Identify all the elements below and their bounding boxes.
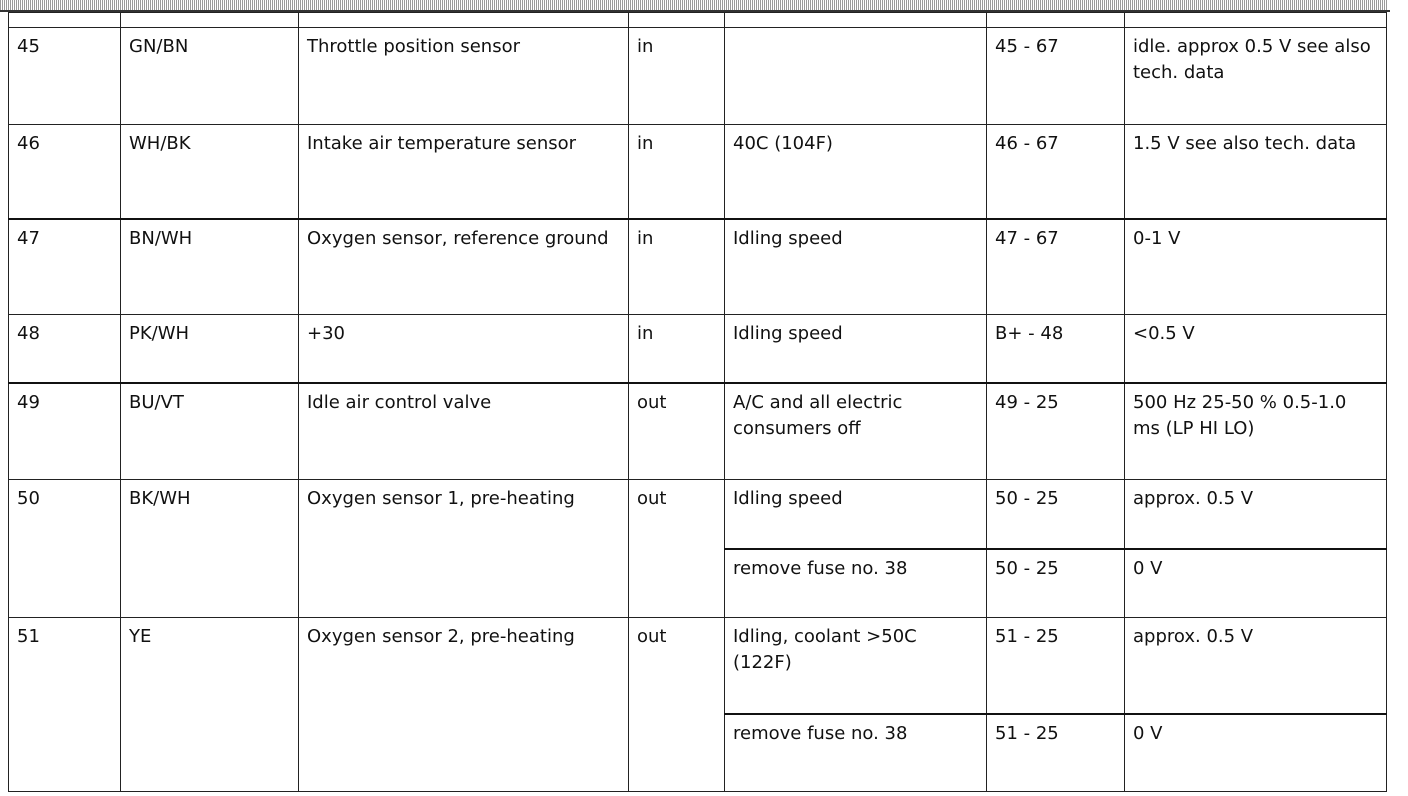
value-cell: 1.5 V see also tech. data xyxy=(1125,125,1387,220)
terminals-cell: 49 - 25 xyxy=(987,383,1125,480)
component-cell: Oxygen sensor, reference ground xyxy=(299,219,629,315)
table-row xyxy=(9,383,1387,480)
direction-cell: in xyxy=(629,28,725,125)
value-cell: approx. 0.5 V xyxy=(1125,618,1387,715)
header-cell xyxy=(725,13,987,28)
condition-cell: remove fuse no. 38 xyxy=(725,714,987,792)
pin-cell: 46 xyxy=(9,125,121,220)
component-cell: +30 xyxy=(299,315,629,384)
direction-cell: in xyxy=(629,315,725,384)
table-header-row xyxy=(9,13,1387,28)
direction-cell: out xyxy=(629,618,725,792)
direction-cell: in xyxy=(629,125,725,220)
table-row xyxy=(9,618,1387,715)
pin-cell: 45 xyxy=(9,28,121,125)
value-cell: <0.5 V xyxy=(1125,315,1387,384)
terminals-cell: 46 - 67 xyxy=(987,125,1125,220)
direction-cell: out xyxy=(629,480,725,618)
direction-cell: out xyxy=(629,383,725,480)
condition-cell: A/C and all electric consumers off xyxy=(725,383,987,480)
terminals-cell: 45 - 67 xyxy=(987,28,1125,125)
wire-color-cell: BN/WH xyxy=(121,219,299,315)
component-cell: Idle air control valve xyxy=(299,383,629,480)
terminals-cell: B+ - 48 xyxy=(987,315,1125,384)
condition-cell: Idling speed xyxy=(725,480,987,550)
condition-cell: 40C (104F) xyxy=(725,125,987,220)
wire-color-cell: BU/VT xyxy=(121,383,299,480)
pin-cell: 49 xyxy=(9,383,121,480)
header-cell xyxy=(1125,13,1387,28)
pinout-table xyxy=(8,12,1387,792)
pin-cell: 51 xyxy=(9,618,121,792)
table-row xyxy=(9,219,1387,315)
component-cell: Oxygen sensor 2, pre-heating xyxy=(299,618,629,792)
condition-cell: Idling speed xyxy=(725,315,987,384)
value-cell: 0-1 V xyxy=(1125,219,1387,315)
table-row xyxy=(9,480,1387,550)
condition-cell: Idling, coolant >50C (122F) xyxy=(725,618,987,715)
value-cell: approx. 0.5 V xyxy=(1125,480,1387,550)
terminals-cell: 51 - 25 xyxy=(987,618,1125,715)
value-cell: 0 V xyxy=(1125,714,1387,792)
wire-color-cell: PK/WH xyxy=(121,315,299,384)
terminals-cell: 50 - 25 xyxy=(987,549,1125,618)
table-row xyxy=(9,315,1387,384)
header-cell xyxy=(9,13,121,28)
component-cell: Throttle position sensor xyxy=(299,28,629,125)
header-cell xyxy=(629,13,725,28)
value-cell: idle. approx 0.5 V see also tech. data xyxy=(1125,28,1387,125)
table-row xyxy=(9,28,1387,125)
direction-cell: in xyxy=(629,219,725,315)
value-cell: 0 V xyxy=(1125,549,1387,618)
table-row xyxy=(9,125,1387,220)
pin-cell: 50 xyxy=(9,480,121,618)
terminals-cell: 47 - 67 xyxy=(987,219,1125,315)
pin-cell: 48 xyxy=(9,315,121,384)
condition-cell: Idling speed xyxy=(725,219,987,315)
wire-color-cell: WH/BK xyxy=(121,125,299,220)
component-cell: Oxygen sensor 1, pre-heating xyxy=(299,480,629,618)
terminals-cell: 51 - 25 xyxy=(987,714,1125,792)
wire-color-cell: YE xyxy=(121,618,299,792)
pin-cell: 47 xyxy=(9,219,121,315)
value-cell: 500 Hz 25-50 % 0.5-1.0 ms (LP HI LO) xyxy=(1125,383,1387,480)
terminals-cell: 50 - 25 xyxy=(987,480,1125,550)
condition-cell xyxy=(725,28,987,125)
wire-color-cell: GN/BN xyxy=(121,28,299,125)
top-edge-band xyxy=(0,0,1388,10)
header-cell xyxy=(987,13,1125,28)
condition-cell: remove fuse no. 38 xyxy=(725,549,987,618)
header-cell xyxy=(121,13,299,28)
wire-color-cell: BK/WH xyxy=(121,480,299,618)
header-cell xyxy=(299,13,629,28)
component-cell: Intake air temperature sensor xyxy=(299,125,629,220)
